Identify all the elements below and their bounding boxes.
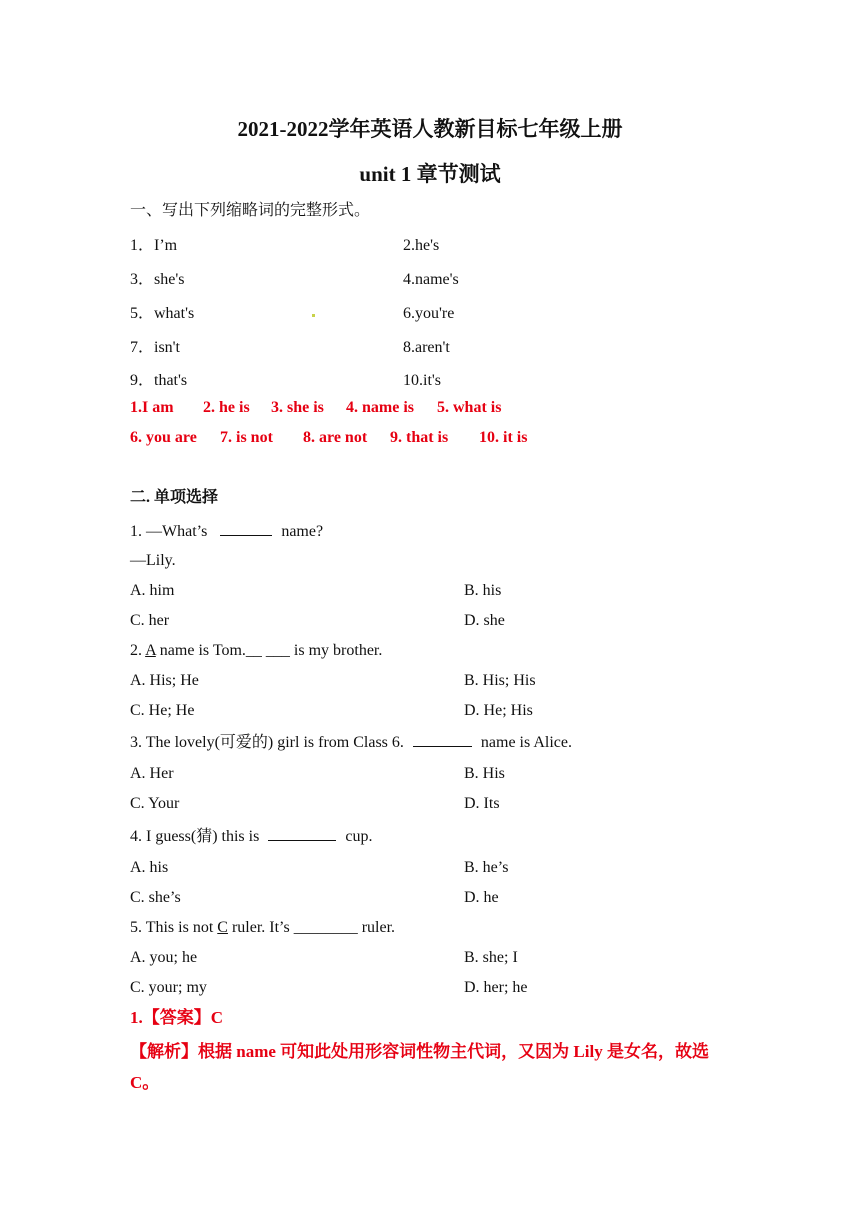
answer-blank <box>413 732 472 747</box>
answer-item: 10. it is <box>479 429 528 446</box>
option-d: D. He; His <box>464 702 533 719</box>
question-reply: —Lily. <box>130 552 176 569</box>
option-b: B. she; I <box>464 949 518 966</box>
title-line-2: unit 1 章节测试 <box>359 162 501 186</box>
answer-item: 5. what is <box>437 399 502 416</box>
option-d: D. her; he <box>464 979 528 996</box>
answer-item: 1.I am <box>130 399 174 416</box>
option-b: B. His <box>464 765 505 782</box>
answer-item: 8. are not <box>303 429 368 446</box>
option-d: D. he <box>464 889 499 906</box>
answer-item: 2. he is <box>203 399 250 416</box>
option-a: A. Her <box>130 765 174 782</box>
question-stem: 4. I guess(猜) this is <box>130 828 260 845</box>
option-b: B. His; His <box>464 672 536 689</box>
option-a: A. His; He <box>130 672 199 689</box>
stray-dot <box>312 314 315 317</box>
question-stem: name? <box>281 523 324 540</box>
contraction-item: 6.you're <box>403 305 455 322</box>
answer-blank <box>220 521 272 536</box>
question-3 <box>130 732 572 753</box>
option-a: A. him <box>130 582 175 599</box>
question-stem: name is Alice. <box>480 734 572 751</box>
question-4 <box>130 826 372 847</box>
analysis-text: 【解析】根据 name 可知此处用形容词性物主代词，又因为 Lily 是女名，故选 <box>130 1042 709 1061</box>
question-stem: 1. —What’s <box>130 523 208 540</box>
option-d: D. Its <box>464 795 500 812</box>
contraction-item: 9．that's <box>130 372 188 389</box>
question-2 <box>130 641 382 661</box>
question-5 <box>130 918 395 938</box>
contraction-item: 2.he's <box>403 237 440 254</box>
option-d: D. she <box>464 612 505 629</box>
question-1 <box>130 521 323 542</box>
answer-item: 3. she is <box>271 399 324 416</box>
contraction-item: 1．I’m <box>130 237 178 254</box>
option-a: A. you; he <box>130 949 198 966</box>
contraction-item: 10.it's <box>403 372 441 389</box>
section1-heading: 一、写出下列缩略词的完整形式。 <box>130 202 371 219</box>
answer-item: 4. name is <box>346 399 414 416</box>
option-c: C. her <box>130 612 170 629</box>
answer-key: 1.【答案】C <box>130 1008 224 1027</box>
question-stem: name is Tom.__ ___ is my brother. <box>155 642 383 659</box>
question-stem-underlined: A <box>145 642 156 659</box>
option-c: C. she’s <box>130 889 181 906</box>
contraction-item: 3．she's <box>130 271 185 288</box>
option-b: B. he’s <box>464 859 509 876</box>
question-stem-underlined: C <box>217 919 228 936</box>
question-stem: 3. The lovely(可爱的) girl is from Class 6. <box>130 734 404 751</box>
answer-blank <box>268 826 336 841</box>
option-c: C. He; He <box>130 702 195 719</box>
option-c: C. Your <box>130 795 180 812</box>
answer-item: 6. you are <box>130 429 197 446</box>
contraction-item: 8.aren't <box>403 339 450 356</box>
answer-item: 7. is not <box>220 429 273 446</box>
analysis-text-continued: C。 <box>130 1073 160 1092</box>
question-stem: 5. This is not <box>130 919 218 936</box>
title-line-1: 2021-2022学年英语人教新目标七年级上册 <box>237 117 623 141</box>
option-a: A. his <box>130 859 169 876</box>
contraction-item: 7．isn't <box>130 339 181 356</box>
question-stem: ruler. It’s ________ ruler. <box>227 919 396 936</box>
question-stem: 2. <box>130 642 146 659</box>
contraction-item: 5．what's <box>130 305 195 322</box>
section2-heading: 二. 单项选择 <box>130 489 219 506</box>
question-stem: cup. <box>345 828 373 845</box>
option-c: C. your; my <box>130 979 207 996</box>
answer-item: 9. that is <box>390 429 449 446</box>
option-b: B. his <box>464 582 502 599</box>
contraction-item: 4.name's <box>403 271 459 288</box>
